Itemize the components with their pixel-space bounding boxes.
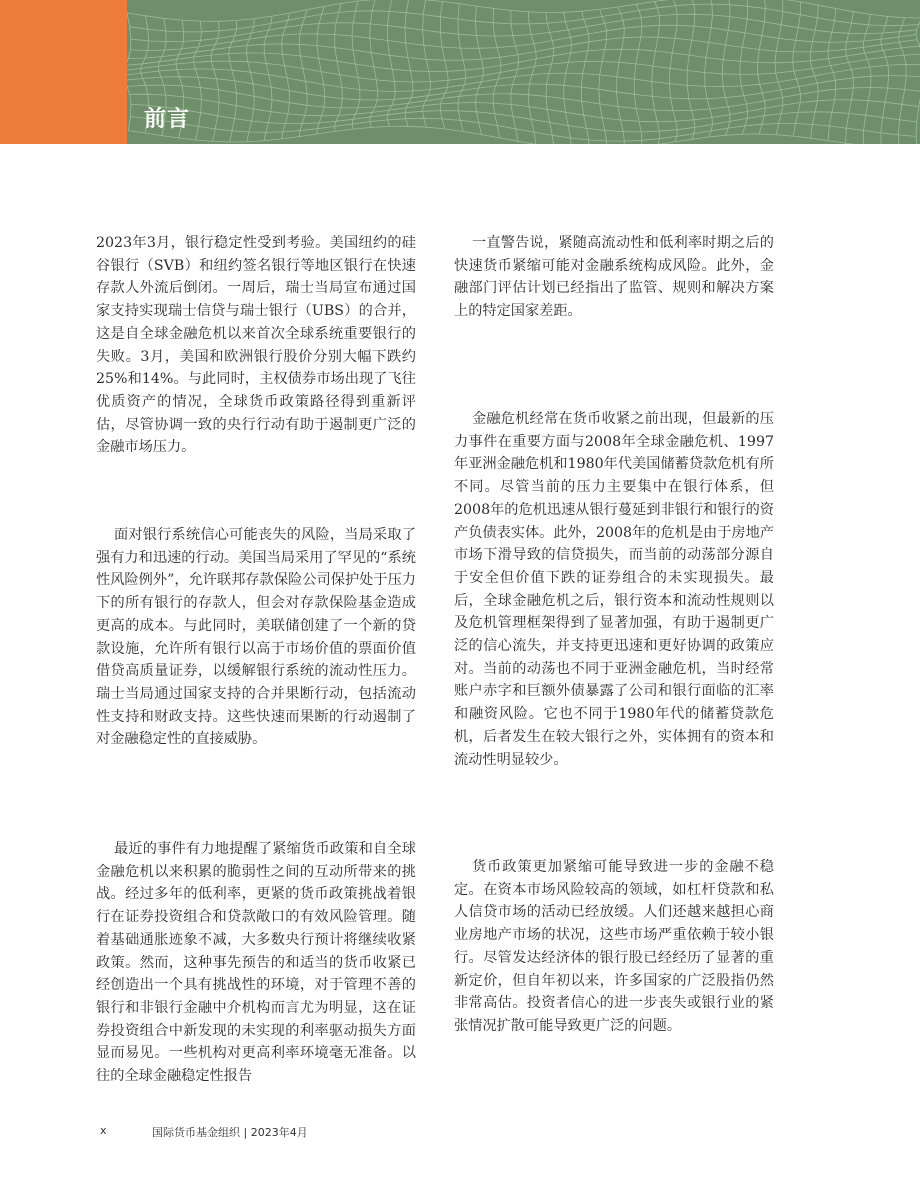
page-number: x bbox=[100, 1124, 107, 1137]
left-paragraph-2: 面对银行系统信心可能丧失的风险，当局采取了强有力和迅速的行动。美国当局采用了罕见的“系统性风险例外”，允许联邦存款保险公司保护处于压力下的所有银行的存款人，但会对存款保险基金造成更高的成本。与此同时，美联储创建了一个新的贷款设施，允许所有银行以高于市场价值的票面价值借贷高质量证券，以缓解银行系统的流动性压力。瑞士当局通过国家支持的合并果断行动，包括流动性支持和财政支持。这些快速而果断的行动遏制了对金融稳定性的直接威胁。 bbox=[96, 527, 416, 748]
wave-mesh-graphic bbox=[127, 0, 920, 144]
page-title: 前言 bbox=[144, 107, 191, 132]
right-paragraph-3: 货币政策更加紧缩可能导致进一步的金融不稳定。在资本市场风险较高的领域，如杠杆贷款和私人信贷市场的活动已经放缓。人们还越来越担心商业房地产市场的状况，这些市场严重依赖于较小银行。尽管发达经济体的银行股已经经历了显著的重新定价，但自年初以来，许多国家的广泛股指仍然非常高估。投资者信心的进一步丧失或银行业的紧张情况扩散可能导致更广泛的问题。 bbox=[454, 859, 774, 1034]
right-paragraph-2: 金融危机经常在货币收紧之前出现，但最新的压力事件在重要方面与2008年全球金融危机、1997年亚洲金融危机和1980年代美国储蓄贷款危机有所不同。尽管当前的压力主要集中在银行体系，但2008年的危机迅速从银行蔓延到非银行和银行的资产负债表实体。此外，2008年的危机是由于房地产市场下滑导致的信贷损失，而当前的动荡部分源自于安全但价值下跌的证券组合的未实现损失。最后，全球金融危机之后，银行资本和流动性规则以及危机管理框架得到了显著加强，有助于遏制更广泛的信心流失，并支持更迅速和更好协调的政策应对。当前的动荡也不同于亚洲金融危机，当时经常账户赤字和巨额外债暴露了公司和银行面临的汇率和融资风险。它也不同于1980年代的储蓄贷款危机，后者发生在较大银行之外，实体拥有的资本和流动性明显较少。 bbox=[454, 411, 774, 768]
left-paragraph-1: 2023年3月，银行稳定性受到考验。美国纽约的硅谷银行（SVB）和纽约签名银行等地区银行在快速存款人外流后倒闭。一周后，瑞士当局宣布通过国家支持实现瑞士信贷与瑞士银行（UBS）的合并，这是自全球金融危机以来首次全球系统重要银行的失败。3月，美国和欧洲银行股价分别大幅下跌约25%和14%。与此同时，主权债券市场出现了飞往优质资产的情况，全球货币政策路径得到重新评估，尽管协调一致的央行行动有助于遏制更广泛的金融市场压力。 bbox=[96, 235, 416, 456]
footer-source: 国际货币基金组织 | 2023年4月 bbox=[152, 1126, 308, 1139]
right-paragraph-1: 一直警告说，紧随高流动性和低利率时期之后的快速货币紧缩可能对金融系统构成风险。此外，金融部门评估计划已经指出了监管、规则和解决方案上的特定国家差距。 bbox=[454, 235, 774, 320]
left-paragraph-3: 最近的事件有力地提醒了紧缩货币政策和自全球金融危机以来积累的脆弱性之间的互动所带来的挑战。经过多年的低利率，更紧的货币政策挑战着银行在证券投资组合和贷款敞口的有效风险管理。随着基础通胀迹象不减，大多数央行预计将继续收紧政策。然而，这种事先预告的和适当的货币收紧已经创造出一个具有挑战性的环境，对于管理不善的银行和非银行金融中介机构而言尤为明显，这在证券投资组合中新发现的未实现的利率驱动损失方面显而易见。一些机构对更高利率环境毫无准备。以往的全球金融稳定性报告 bbox=[96, 841, 416, 1085]
header-banner bbox=[0, 0, 920, 144]
orange-accent-block bbox=[0, 0, 127, 144]
